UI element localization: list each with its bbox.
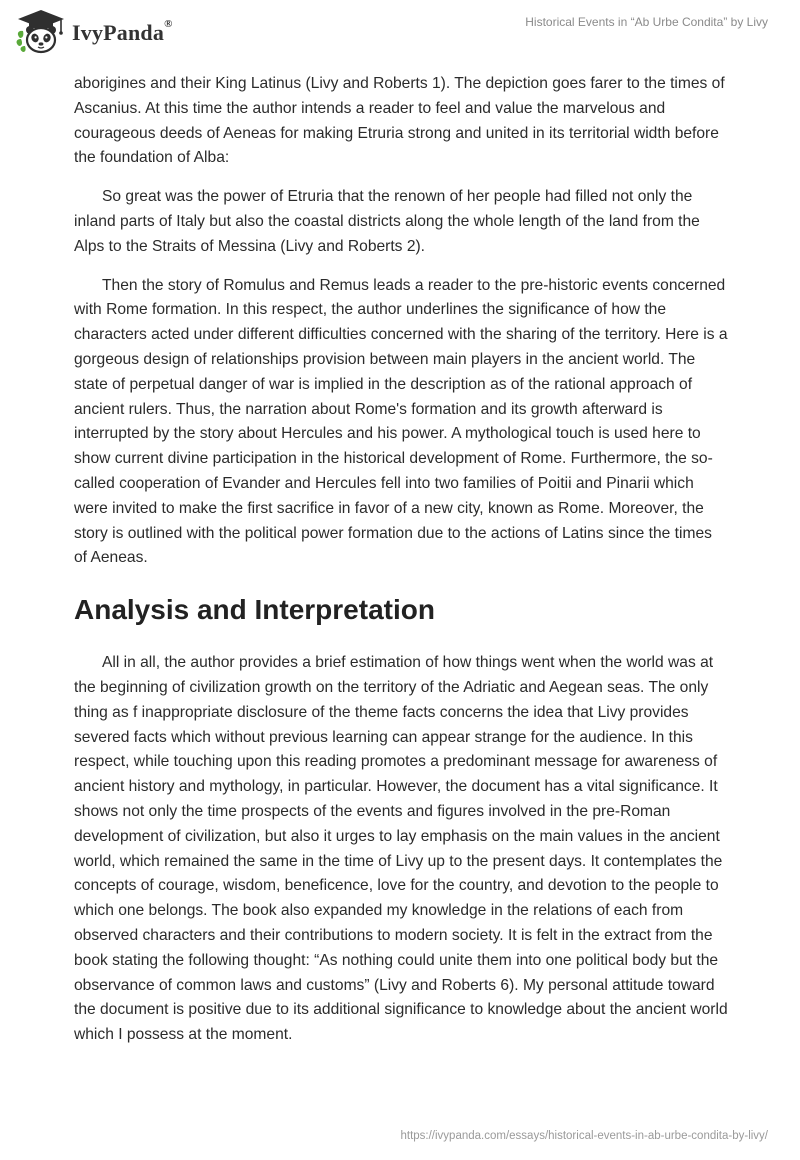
block-quote: So great was the power of Etruria that the renown of her people had filled not only the inland parts of Italy but also the coastal districts along the whole length of the land from the Alps to the Straits of Messina (Livy and Roberts 2). (74, 188, 700, 255)
body-paragraph-1: aborigines and their King Latinus (Livy and Roberts 1). The depiction goes farer to the times of Ascanius. At this time the author intends a reader to feel and value the marvelous and courageous deeds of Aeneas for making Etruria strong and united in its territorial width before the foundation of Alba: (74, 75, 725, 167)
page-header (0, 0, 800, 64)
logo-wordmark: IvyPanda® (72, 18, 173, 45)
section-heading: Analysis and Interpretation (74, 594, 435, 626)
panda-graduation-cap-icon (14, 8, 68, 54)
ivypanda-logo[interactable] (14, 8, 173, 54)
essay-body (74, 72, 729, 1048)
body-paragraph-2: Then the story of Romulus and Remus leads a reader to the pre-historic events concerned with Rome formation. In this respect, the author underlines the significance of how the characters acted under different difficulties concerned with the sharing of the territory. Here is a gorgeous design of relationships provision between main players in the ancient world. The state of perpetual danger of war is implied in the description as of the rational approach of ancient rulers. Thus, the narration about Rome's formation and its growth afterward is interrupted by the story about Hercules and his power. A mythological touch is used here to show current divine participation in the historical development of Rome. Furthermore, the so-called cooperation of Evander and Hercules fell into two families of Poitii and Pinarii which were invited to make the first sacrifice in favor of a new city, known as Rome. Moreover, the story is outlined with the political power formation due to the actions of Latins since the times of Aeneas. (74, 276, 728, 567)
source-url[interactable]: https://ivypanda.com/essays/historical-events-in-ab-urbe-condita-by-livy/ (400, 1130, 768, 1142)
document-title: Historical Events in “Ab Urbe Condita” by Livy (525, 15, 768, 29)
registered-mark: ® (164, 18, 173, 30)
body-paragraph-3: All in all, the author provides a brief estimation of how things went when the world was at the beginning of civilization growth on the territory of the Adriatic and Aegean seas. The only thing as f inappropriate disclosure of the theme facts concerns the idea that Livy provides severed facts which without previous learning can appear strange for the audience. In this respect, while touching upon this reading promotes a predominant message for awareness of ancient history and mythology, in particular. However, the document has a vital significance. It shows not only the time prospects of the events and figures involved in the pre-Roman development of civilization, but also it urges to lay emphasis on the main values in the ancient world, which remained the same in the time of Livy up to the present days. It contemplates the concepts of courage, wisdom, beneficence, love for the country, and devotion to the people to which one belongs. The book also expanded my knowledge in the relations of each from observed characters and their contributions to modern society. It is felt in the extract from the book stating the following thought: “As nothing could unite them into one political body but the observance of common laws and customs” (Livy and Roberts 6). My personal attitude toward the document is positive due to its additional significance to knowledge about the ancient world which I possess at the moment. (74, 654, 728, 1044)
